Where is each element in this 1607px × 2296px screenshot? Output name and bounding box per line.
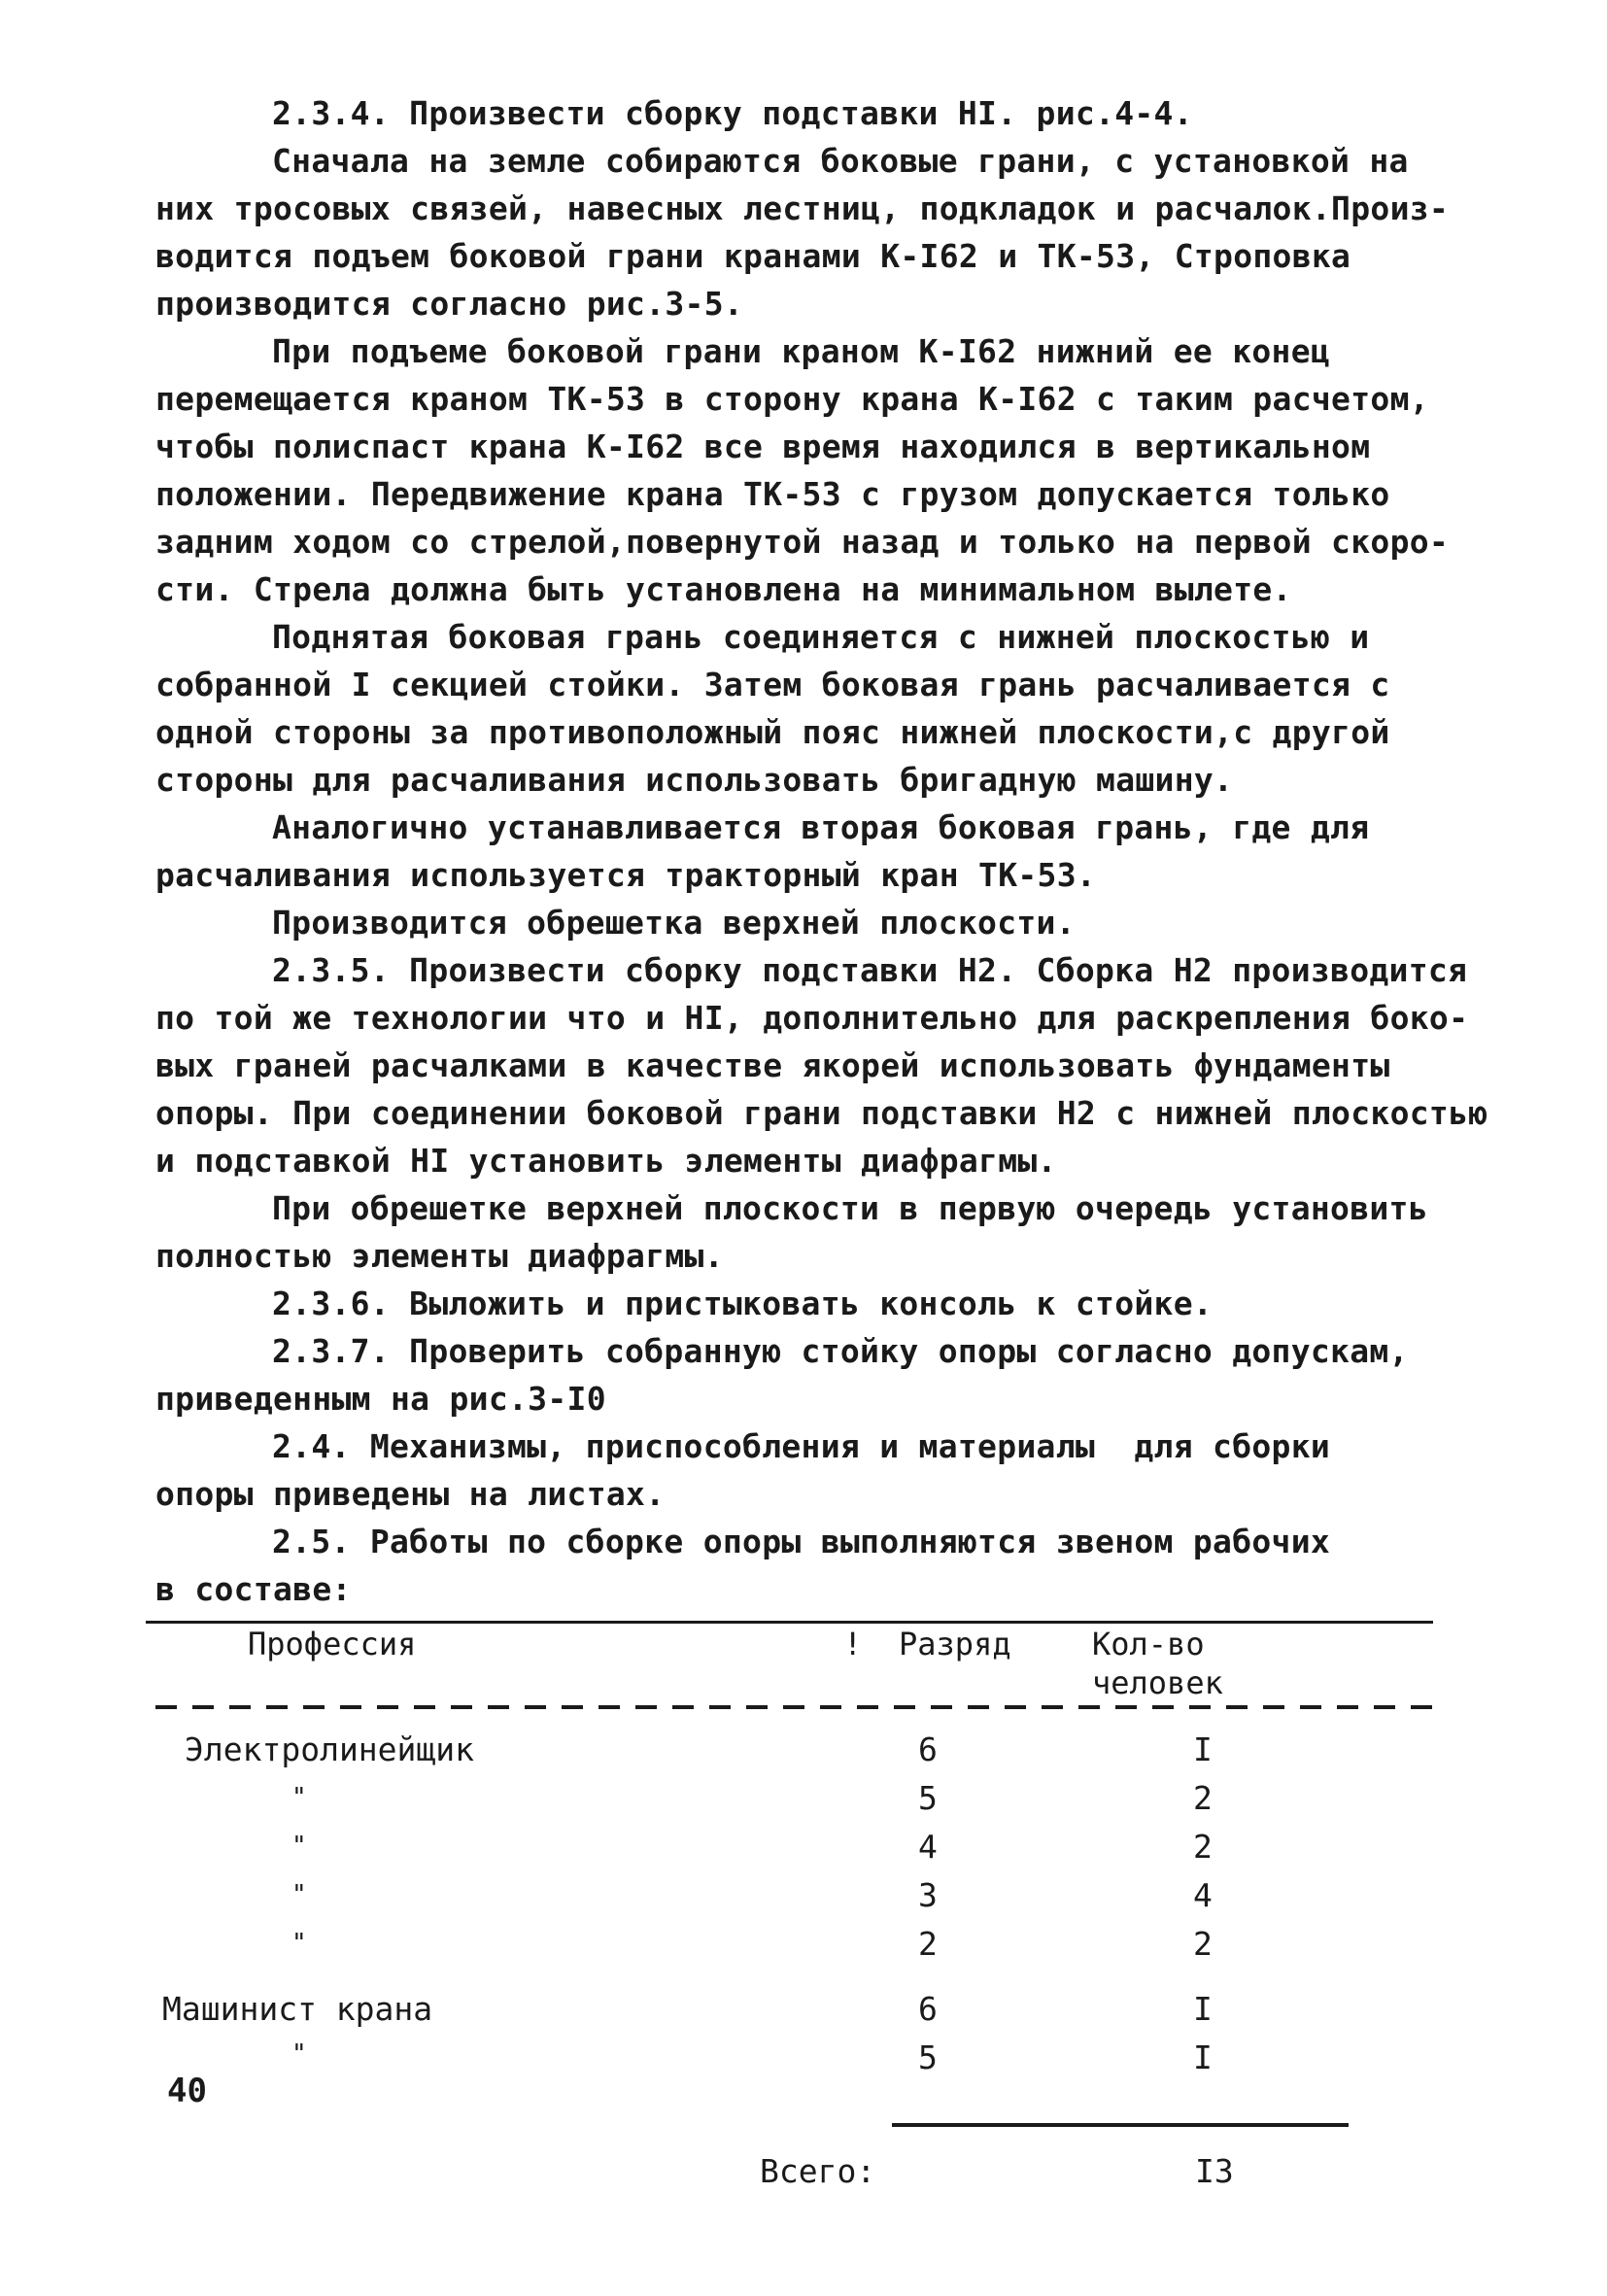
text-line: приведенным на рис.3-I0 bbox=[155, 1380, 606, 1418]
table-top-rule bbox=[146, 1621, 1433, 1624]
table-row-count: 2 bbox=[1193, 1779, 1213, 1817]
total-label: Всего: bbox=[760, 2152, 876, 2190]
table-row-count: I bbox=[1193, 2039, 1213, 2076]
body-text bbox=[155, 89, 1488, 1613]
table-row-profession: " bbox=[291, 1929, 307, 1958]
text-line: 2.3.5. Произвести сборку подставки Н2. Сборка Н2 производится bbox=[272, 951, 1468, 989]
table-row-profession: " bbox=[291, 1880, 307, 1909]
text-line: чтобы полиспаст крана К-I62 все время находился в вертикальном bbox=[155, 428, 1371, 465]
table-dashed-rule bbox=[155, 1705, 1443, 1709]
text-line: 2.3.6. Выложить и пристыковать консоль к стойке. bbox=[272, 1285, 1214, 1322]
text-line: вых граней расчалками в качестве якорей использовать фундаменты bbox=[155, 1046, 1390, 1084]
text-line: положении. Передвижение крана ТК-53 с грузом допускается только bbox=[155, 475, 1390, 513]
total-value: I3 bbox=[1195, 2152, 1234, 2190]
table-row-rank: 5 bbox=[918, 1779, 938, 1817]
table-row-count: 4 bbox=[1193, 1876, 1213, 1914]
header-separator: ! bbox=[843, 1626, 863, 1662]
text-line: водится подъем боковой грани кранами К-I62 и ТК-53, Строповка bbox=[155, 237, 1351, 275]
table-row-rank: 5 bbox=[918, 2039, 938, 2076]
total-rule bbox=[892, 2123, 1349, 2127]
text-line: 2.3.7. Проверить собранную стойку опоры согласно допускам, bbox=[272, 1332, 1409, 1370]
text-line: производится согласно рис.3-5. bbox=[155, 285, 744, 323]
text-line: в составе: bbox=[155, 1570, 352, 1608]
table-row-count: 2 bbox=[1193, 1828, 1213, 1866]
text-line: 2.4. Механизмы, приспособления и материалы для сборки bbox=[272, 1427, 1331, 1465]
text-line: задним ходом со стрелой,повернутой назад и только на первой скоро- bbox=[155, 523, 1450, 561]
text-line: них тросовых связей, навесных лестниц, подкладок и расчалок.Произ- bbox=[155, 189, 1450, 227]
header-profession: Профессия bbox=[248, 1626, 417, 1662]
header-count bbox=[1092, 1625, 1223, 1702]
table-row-count: I bbox=[1193, 1731, 1213, 1768]
header-count-line1: Кол-во bbox=[1092, 1626, 1205, 1662]
text-line: 2.5. Работы по сборке опоры выполняются звеном рабочих bbox=[272, 1523, 1331, 1560]
text-line: одной стороны за противоположный пояс нижней плоскости,с другой bbox=[155, 713, 1390, 751]
text-line: Аналогично устанавливается вторая боковая грань, где для bbox=[272, 808, 1370, 846]
table-row-rank: 3 bbox=[918, 1876, 938, 1914]
header-count-line2: человек bbox=[1092, 1664, 1223, 1701]
table-row-profession: " bbox=[291, 1832, 307, 1861]
text-line: собранной I секцией стойки. Затем боковая грань расчаливается с bbox=[155, 666, 1390, 703]
text-line: расчаливания используется тракторный кран ТК-53. bbox=[155, 856, 1097, 894]
table-row-profession: Электролинейщик bbox=[185, 1731, 475, 1768]
text-line: Сначала на земле собираются боковые грани, с установкой на bbox=[272, 142, 1409, 180]
table-row-profession: Машинист крана bbox=[162, 1990, 433, 2028]
text-line: При обрешетке верхней плоскости в первую очередь установить bbox=[272, 1189, 1428, 1227]
header-rank: Разряд bbox=[899, 1626, 1011, 1662]
text-line: по той же технологии что и HI, дополнительно для раскрепления боко- bbox=[155, 999, 1469, 1037]
table-row-profession: " bbox=[291, 1783, 307, 1812]
table-row-rank: 6 bbox=[918, 1990, 938, 2028]
text-line: перемещается краном ТК-53 в сторону крана К-I62 с таким расчетом, bbox=[155, 380, 1429, 418]
text-line: стороны для расчаливания использовать бригадную машину. bbox=[155, 761, 1234, 799]
table-row-rank: 6 bbox=[918, 1731, 938, 1768]
table-row-count: 2 bbox=[1193, 1925, 1213, 1963]
text-line: Производится обрешетка верхней плоскости. bbox=[272, 904, 1076, 942]
page-number: 40 bbox=[167, 2072, 207, 2110]
text-line: При подъеме боковой грани краном К-I62 нижний ее конец bbox=[272, 332, 1331, 370]
text-line: Поднятая боковая грань соединяется с нижней плоскостью и bbox=[272, 618, 1370, 656]
text-line: и подставкой HI установить элементы диафрагмы. bbox=[155, 1142, 1057, 1180]
table-row-count: I bbox=[1193, 1990, 1213, 2028]
text-line: опоры приведены на листах. bbox=[155, 1475, 666, 1513]
text-line: опоры. При соединении боковой грани подставки Н2 с нижней плоскостью bbox=[155, 1094, 1488, 1132]
table-row-rank: 2 bbox=[918, 1925, 938, 1963]
text-line: 2.3.4. Произвести сборку подставки HI. рис.4-4. bbox=[272, 94, 1193, 132]
text-line: сти. Стрела должна быть установлена на минимальном вылете. bbox=[155, 570, 1292, 608]
table-row-rank: 4 bbox=[918, 1828, 938, 1866]
text-line: полностью элементы диафрагмы. bbox=[155, 1237, 724, 1275]
table-row-profession: " bbox=[291, 2039, 307, 2069]
